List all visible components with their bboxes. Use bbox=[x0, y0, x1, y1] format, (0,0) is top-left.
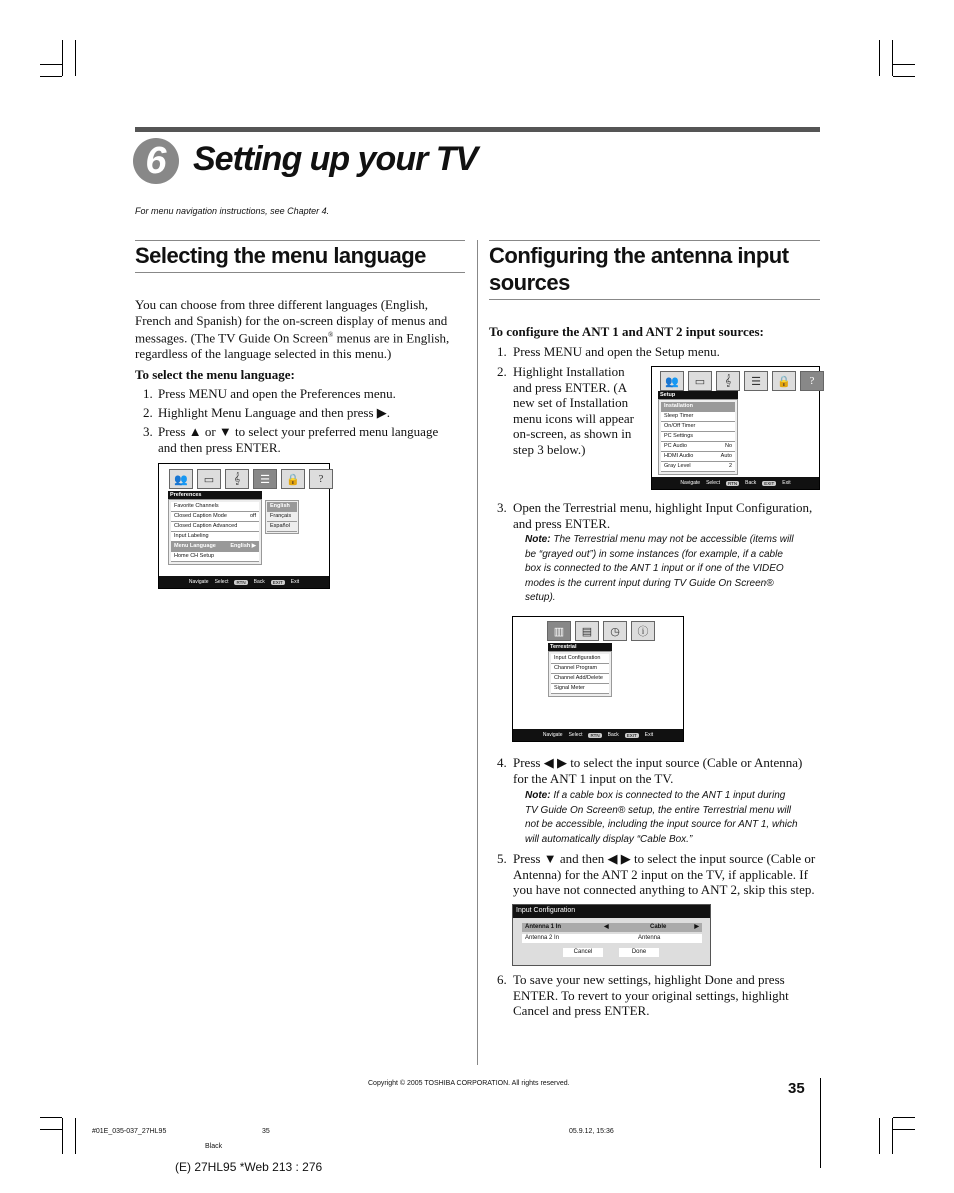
terrestrial-menu bbox=[548, 643, 612, 697]
chapter-nav-note: For menu navigation instructions, see Chapter 4. bbox=[135, 206, 330, 216]
rtn-button: RTN bbox=[590, 732, 600, 738]
left-arrow-icon: ◀ bbox=[604, 924, 609, 930]
menu-row: HDMI Audio Auto bbox=[661, 452, 735, 462]
crop-mark bbox=[40, 76, 62, 77]
menu-row: Input Labeling bbox=[171, 532, 259, 542]
terrestrial-icon: ▥ bbox=[547, 621, 571, 641]
applications-icon: ☰ bbox=[253, 469, 277, 489]
select-hint: Select bbox=[214, 579, 229, 585]
help-icon: ? bbox=[309, 469, 333, 489]
model-label: (E) 27HL95 *Web 213 : 276 bbox=[175, 1160, 323, 1174]
left-steps-title: To select the menu language: bbox=[135, 367, 295, 382]
step-5: 5. Press ▼ and then ◀ ▶ to select the input source (Cable or Antenna) for the ANT 2 input on the TV, if applicable. If you have not connected anything to ANT 2, skip this step. bbox=[497, 851, 816, 897]
menu-icon-row bbox=[660, 371, 824, 391]
language-option-selected: English bbox=[267, 502, 297, 512]
menu-icon-row bbox=[169, 469, 333, 489]
left-intro: You can choose from three different languages (English, French and Spanish) for the on-screen display of menus and messages. (The TV Guide On Screen® menus are in English, regardless of the language selected in this menu.) bbox=[135, 297, 450, 361]
crop-mark bbox=[893, 76, 915, 77]
chapter-number-badge: 6 bbox=[133, 138, 179, 184]
crop-mark bbox=[893, 1117, 915, 1118]
menu-row: Channel Add/Delete bbox=[551, 674, 609, 684]
crop-mark bbox=[40, 1129, 62, 1130]
section-rule bbox=[489, 240, 820, 241]
column-divider bbox=[477, 240, 478, 1065]
info-icon: ⓘ bbox=[631, 621, 655, 641]
antenna-2-row: Antenna 2 In Antenna bbox=[522, 934, 702, 943]
step-1: 1. Press MENU and open the Setup menu. bbox=[497, 344, 720, 359]
menu-row: Gray Level 2 bbox=[661, 462, 735, 472]
select-hint: Select bbox=[706, 480, 720, 486]
installation-icon-row bbox=[547, 621, 655, 641]
navigation-bar bbox=[513, 729, 683, 741]
terrestrial-screen bbox=[512, 616, 684, 742]
exit-button: EXIT bbox=[272, 579, 283, 585]
print-date: 05.9.12, 15:36 bbox=[569, 1128, 614, 1135]
cancel-button[interactable]: Cancel bbox=[563, 948, 603, 957]
setup-screen bbox=[651, 366, 820, 490]
preferences-menu bbox=[168, 491, 262, 565]
language-option: Español bbox=[267, 522, 297, 532]
left-steps bbox=[143, 386, 461, 466]
exit-button: EXIT bbox=[626, 732, 637, 738]
section-rule bbox=[135, 272, 465, 273]
list-item: 2. Highlight Menu Language and then press ▶. bbox=[143, 405, 391, 420]
chapter-top-bar bbox=[135, 127, 820, 132]
crop-mark bbox=[75, 1118, 76, 1154]
navigate-hint: Navigate bbox=[542, 732, 563, 738]
picture-icon: ▭ bbox=[688, 371, 712, 391]
crop-mark bbox=[40, 64, 62, 65]
crop-mark bbox=[40, 1117, 62, 1118]
section-rule bbox=[489, 299, 820, 300]
language-option: Français bbox=[267, 512, 297, 522]
crop-mark bbox=[893, 1129, 915, 1130]
exit-hint: Exit bbox=[290, 579, 300, 585]
menu-row: Channel Program bbox=[551, 664, 609, 674]
file-page: 35 bbox=[262, 1128, 270, 1135]
crop-mark bbox=[892, 1118, 893, 1154]
setup-menu bbox=[658, 391, 738, 475]
navigation-bar bbox=[159, 576, 329, 588]
select-hint: Select bbox=[568, 732, 583, 738]
menu-row-selected: Menu Language English ▶ bbox=[171, 542, 259, 552]
menu-row: Home CH Setup bbox=[171, 552, 259, 562]
exit-button: EXIT bbox=[764, 480, 775, 486]
rtn-button: RTN bbox=[236, 579, 246, 585]
back-hint: Back bbox=[253, 579, 265, 585]
menu-row: Closed Caption Mode off bbox=[171, 512, 259, 522]
language-options bbox=[265, 500, 299, 534]
antenna-1-row: Antenna 1 In ◀ Cable ▶ bbox=[522, 923, 702, 932]
menu-row: Input Configuration bbox=[551, 654, 609, 664]
right-arrow-icon: ▶ bbox=[694, 924, 699, 930]
crop-mark bbox=[75, 40, 76, 76]
menu-title: Setup bbox=[658, 391, 738, 399]
back-hint: Back bbox=[607, 732, 619, 738]
menu-row: On/Off Timer bbox=[661, 422, 735, 432]
preferences-screen bbox=[158, 463, 330, 589]
menu-row: PC Settings bbox=[661, 432, 735, 442]
audio-icon: 𝄞 bbox=[225, 469, 249, 489]
back-hint: Back bbox=[745, 480, 757, 486]
page-edge-rule bbox=[820, 1078, 821, 1168]
navigate-hint: Navigate bbox=[680, 480, 701, 486]
done-button[interactable]: Done bbox=[619, 948, 659, 957]
input-configuration-panel bbox=[512, 904, 711, 966]
rtn-button: RTN bbox=[727, 480, 738, 486]
system-icon: ▤ bbox=[575, 621, 599, 641]
menu-row: Sleep Timer bbox=[661, 412, 735, 422]
menu-row: PC Audio No bbox=[661, 442, 735, 452]
copyright: Copyright © 2005 TOSHIBA CORPORATION. All rights reserved. bbox=[368, 1080, 570, 1087]
menu-title: Terrestrial bbox=[548, 643, 612, 651]
menu-title: Preferences bbox=[168, 491, 262, 499]
preferences-icon: 👥 bbox=[660, 371, 684, 391]
preferences-icon: 👥 bbox=[169, 469, 193, 489]
navigation-bar bbox=[652, 477, 819, 489]
menu-row: Signal Meter bbox=[551, 684, 609, 694]
page-number: 35 bbox=[788, 1080, 805, 1097]
step-2: 2. Highlight Installation and press ENTER. (A new set of Installation menu icons will appear on-screen, as shown in step 3 below.) bbox=[497, 364, 634, 457]
step-4: 4. Press ◀ ▶ to select the input source (Cable or Antenna) for the ANT 1 input on the TV. bbox=[497, 755, 803, 786]
lock-icon: 🔒 bbox=[281, 469, 305, 489]
chapter-title: Setting up your TV bbox=[193, 140, 478, 178]
note-step-3: Note: The Terrestrial menu may not be accessible (items will be “grayed out”) in some instances (for example, if a cable box is connected to the ANT 1 input or if one of the VIDEO modes is the current input during TV Guide On Screen® setup). bbox=[525, 534, 794, 603]
crop-mark bbox=[62, 1118, 63, 1154]
picture-icon: ▭ bbox=[197, 469, 221, 489]
menu-row: Favorite Channels bbox=[171, 502, 259, 512]
menu-row: Closed Caption Advanced bbox=[171, 522, 259, 532]
crop-mark bbox=[893, 64, 915, 65]
right-steps-title: To configure the ANT 1 and ANT 2 input sources: bbox=[489, 324, 764, 339]
section-rule bbox=[135, 240, 465, 241]
crop-mark bbox=[879, 1118, 880, 1154]
left-section-heading: Selecting the menu language bbox=[135, 243, 426, 268]
step-6: 6. To save your new settings, highlight Done and press ENTER. To revert to your original settings, highlight Cancel and press ENTER. bbox=[497, 972, 789, 1018]
list-item: 3. Press ▲ or ▼ to select your preferred menu language and then press ENTER. bbox=[143, 424, 439, 455]
setup-icon: ? bbox=[800, 371, 824, 391]
panel-title: Input Configuration bbox=[513, 905, 710, 918]
exit-hint: Exit bbox=[644, 732, 654, 738]
list-item: 1. Press MENU and open the Preferences menu. bbox=[143, 386, 396, 401]
right-section-heading: Configuring the antenna input sources bbox=[489, 243, 789, 295]
note-step-4: Note: If a cable box is connected to the ANT 1 input during TV Guide On Screen® setup, the entire Terrestrial menu will not be accessible, including the input source for ANT 1, which will automatically display “Cable Box.” bbox=[525, 790, 798, 845]
crop-mark bbox=[879, 40, 880, 76]
applications-icon: ☰ bbox=[744, 371, 768, 391]
file-name: #01E_035-037_27HL95 bbox=[92, 1128, 167, 1135]
audio-icon: 𝄞 bbox=[716, 371, 740, 391]
crop-mark bbox=[892, 40, 893, 76]
step-3: 3. Open the Terrestrial menu, highlight Input Configuration, and press ENTER. bbox=[497, 500, 813, 531]
navigate-hint: Navigate bbox=[188, 579, 209, 585]
time-icon: ◷ bbox=[603, 621, 627, 641]
lock-icon: 🔒 bbox=[772, 371, 796, 391]
menu-row-selected: Installation bbox=[661, 402, 735, 412]
color-plate: Black bbox=[205, 1143, 223, 1150]
crop-mark bbox=[62, 40, 63, 76]
exit-hint: Exit bbox=[782, 480, 791, 486]
